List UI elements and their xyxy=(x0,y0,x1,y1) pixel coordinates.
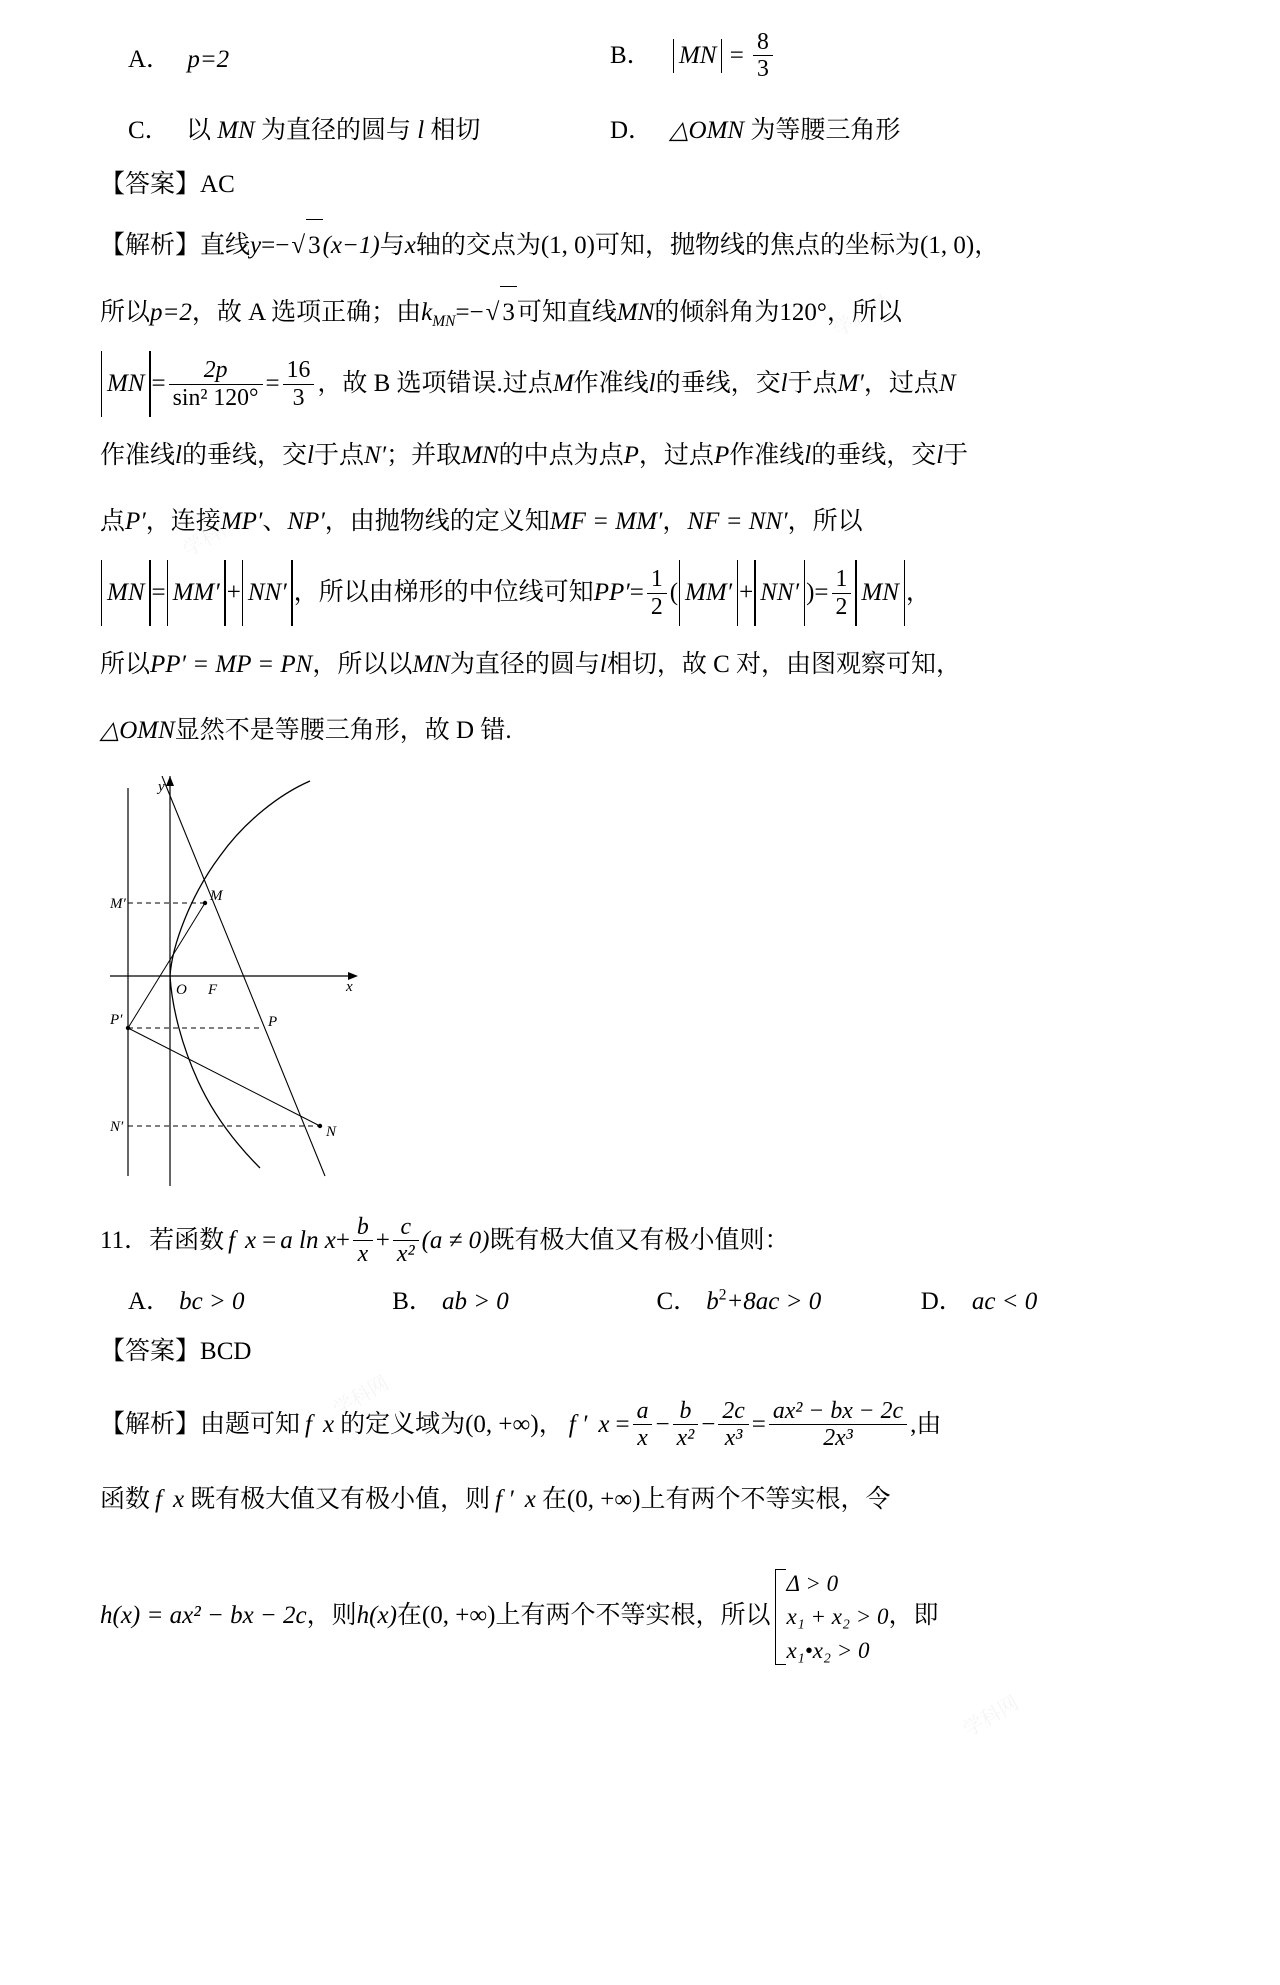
q10-a6-text1: ，所以由梯形的中位线可知 xyxy=(293,578,594,606)
q10-a2-eq: = xyxy=(455,299,470,327)
q11-option-d-text: ac < 0 xyxy=(971,1288,1038,1316)
parabola-figure-svg xyxy=(110,776,400,1196)
q10-a2-text4: 的倾斜角为 xyxy=(654,299,780,327)
q10-a3-den1: sin² 120° xyxy=(169,384,263,412)
q10-a4-text5: 的中点为点 xyxy=(498,441,624,469)
q10-a6-num2: 1 xyxy=(835,565,848,592)
q11-s1-frac3-num: 2c xyxy=(722,1397,745,1424)
q10-option-c-text1: 以 xyxy=(185,117,211,145)
q11-number: 11． xyxy=(100,1226,150,1254)
segment-MP-prime xyxy=(128,903,205,1028)
q10-a5-pprime: P′ xyxy=(125,508,146,536)
q10-a4-mn: MN xyxy=(461,441,499,469)
q11-s1-domain: (0, +∞) xyxy=(465,1410,539,1438)
q10-a1-y: y xyxy=(250,231,262,259)
q11-fraction-b-x xyxy=(353,1214,373,1268)
q10-a3-num1: 2p xyxy=(203,356,228,383)
q10-a5-mp: MP′ xyxy=(220,508,263,536)
q11-s2-fprime: f ′ xyxy=(495,1486,514,1514)
q11-stem-alnx: a ln x xyxy=(280,1226,336,1254)
q11-s2-f: f xyxy=(155,1486,162,1514)
q10-analysis-line-7 xyxy=(100,639,1185,692)
q10-analysis-line-3 xyxy=(100,354,1185,414)
q11-solution-line-3 xyxy=(100,1567,1185,1667)
point-P-prime-dot xyxy=(126,1026,130,1030)
q11-option-c-b: b xyxy=(706,1288,719,1316)
q10-option-b-label: B． xyxy=(610,41,652,69)
q11-option-b-text: ab > 0 xyxy=(441,1288,509,1316)
q10-a6-den2: 2 xyxy=(832,593,852,621)
q11-s1-frac1-num: a xyxy=(636,1397,649,1424)
q10-a3-eq: = xyxy=(151,369,166,397)
q11-s1-frac2 xyxy=(673,1398,699,1452)
q11-option-a-label: A． xyxy=(128,1288,172,1316)
q11-option-d[interactable] xyxy=(921,1281,1185,1317)
q11-s3-domain: (0, +∞) xyxy=(421,1601,496,1629)
q11-s1-x: x xyxy=(322,1410,335,1438)
q10-a4-p: P xyxy=(623,441,639,469)
q10-a6-plus: + xyxy=(226,578,241,606)
q10-a6-abs6: MN xyxy=(854,563,906,623)
q10-option-d-text: 为等腰三角形 xyxy=(750,117,901,145)
q10-a3-n: N xyxy=(938,369,956,397)
q10-option-b-numerator: 8 xyxy=(757,28,769,55)
q10-a6-abs5: NN′ xyxy=(753,563,806,623)
q10-analysis-line-5 xyxy=(100,496,1185,549)
q10-a1-text1: 直线 xyxy=(200,231,251,259)
q11-s1-frac1-den: x xyxy=(633,1424,653,1452)
q10-option-c-text2: 为直径的圆与 xyxy=(260,117,411,145)
q10-answer-value: AC xyxy=(200,171,235,199)
q11-option-a-text: bc > 0 xyxy=(179,1288,245,1316)
q11-s3-text1: ，则 xyxy=(306,1601,357,1629)
q10-analysis-label: 【解析】 xyxy=(100,231,201,259)
q11-s1-frac3-den: x³ xyxy=(718,1424,748,1452)
q10-a3-l2: l xyxy=(780,369,788,397)
q10-a6-eq3: = xyxy=(814,578,829,606)
q11-s1-x2: x xyxy=(598,1410,610,1438)
q11-s1-text1: 由题可知 xyxy=(200,1410,301,1438)
q10-a4-p2: P xyxy=(713,441,730,469)
q10-a1-text2: 与 xyxy=(379,231,405,259)
q11-option-b-label: B． xyxy=(392,1288,434,1316)
q10-a4-text6: ，过点 xyxy=(638,441,714,469)
q10-a5-nf: NF = NN′ xyxy=(687,508,788,536)
q10-a3-num2: 16 xyxy=(286,356,311,383)
q10-a7-mn: MN xyxy=(412,650,450,678)
q10-a7-text3: 为直径的圆与 xyxy=(449,650,600,678)
q10-option-d-label: D． xyxy=(610,117,654,145)
q10-a4-l4: l xyxy=(936,441,944,469)
q10-a3-abs: MN xyxy=(100,354,152,414)
q10-option-b[interactable] xyxy=(588,30,1185,84)
q10-option-d[interactable] xyxy=(588,110,1185,146)
q11-s2-x2: x xyxy=(524,1486,536,1514)
q10-a3-text3: 的垂线，交 xyxy=(655,369,781,397)
q10-a2-k: k xyxy=(421,299,433,327)
q11-answer-label: 【答案】 xyxy=(100,1338,201,1366)
q11-stem-f: f xyxy=(228,1226,236,1254)
q10-a5-comma: ， xyxy=(662,508,688,536)
q10-a6-plus2: + xyxy=(739,578,754,606)
q11-s1-minus1: − xyxy=(655,1410,670,1438)
q11-case-3: x₁•x₂ > 0 xyxy=(786,1637,870,1663)
q11-cases-brace xyxy=(771,1567,889,1667)
q11-s1-frac1 xyxy=(633,1398,653,1452)
q10-a4-l2: l xyxy=(306,441,314,469)
q11-stem-plus2: + xyxy=(375,1226,390,1254)
q11-s1-fprime: f ′ xyxy=(568,1410,588,1438)
q11-stem-text2: 既有极大值又有极小值则： xyxy=(489,1226,790,1254)
q10-analysis-line-4 xyxy=(100,430,1185,483)
q10-a7-eq: PP′ = MP = PN xyxy=(150,650,313,678)
label-P-prime: P′ xyxy=(110,1011,123,1028)
q11-option-d-label: D． xyxy=(920,1288,964,1316)
q10-a6-abs2: MM′ xyxy=(166,563,227,623)
parabola-figure xyxy=(100,776,1185,1201)
q10-a1-text3: 轴的交点为 xyxy=(415,231,541,259)
q11-s1-frac3 xyxy=(718,1398,748,1452)
q11-stem-condition: (a ≠ 0) xyxy=(421,1226,490,1254)
q10-analysis-line-6 xyxy=(100,563,1185,623)
q10-a2-text1: 所以 xyxy=(100,299,151,327)
q10-a2-radicand: 3 xyxy=(500,286,517,340)
q11-s1-frac4-den: 2x³ xyxy=(769,1424,907,1452)
q10-option-b-denominator: 3 xyxy=(753,55,773,83)
q11-s1-frac4-num: ax² − bx − 2c xyxy=(772,1397,904,1424)
q10-option-b-equals: = xyxy=(729,41,744,69)
q10-a3-fraction2 xyxy=(283,357,315,411)
q11-stem-eq: = xyxy=(262,1226,277,1254)
q10-a1-paren: (x−1) xyxy=(322,231,380,259)
q10-option-a-text: p=2 xyxy=(187,46,230,74)
q10-a3-text5: ，过点 xyxy=(863,369,939,397)
q11-s1-eq: = xyxy=(615,1410,630,1438)
q10-a6-eq2: = xyxy=(629,578,644,606)
q10-a5-np: NP′ xyxy=(287,508,325,536)
q11-option-c[interactable]: C． $b^2+8ac > 0$ xyxy=(656,1286,822,1316)
label-F: F xyxy=(208,981,218,998)
q11-option-a[interactable] xyxy=(128,1281,392,1317)
q10-option-c-text3: 相切 xyxy=(430,117,481,145)
segment-P-prime-N xyxy=(128,1028,320,1126)
q10-a2-sqrt: √ 3 xyxy=(484,286,517,340)
q10-options-cd xyxy=(100,110,1185,146)
q10-a6-text2: ， xyxy=(905,578,931,606)
q10-a5-text2: ，连接 xyxy=(145,508,221,536)
q11-stem-x: x xyxy=(245,1226,257,1254)
q10-a5-text3: ，由抛物线的定义知 xyxy=(324,508,550,536)
q11-answer-line xyxy=(100,1333,1185,1372)
q10-a8-text1: 显然不是等腰三角形，故 D 错. xyxy=(174,717,512,745)
q10-a4-l3: l xyxy=(804,441,812,469)
q10-option-b-fraction xyxy=(753,29,773,83)
q11-frac1-num: b xyxy=(356,1213,369,1240)
q10-a7-text2: ，所以以 xyxy=(312,650,413,678)
q10-a6-lparen: ( xyxy=(669,578,679,606)
q10-a3-text4: 于点 xyxy=(787,369,838,397)
q10-option-d-triangle: △OMN xyxy=(669,117,745,145)
q10-option-c-label: C． xyxy=(128,117,170,145)
q10-answer-label: 【答案】 xyxy=(100,171,201,199)
q10-a3-text2: 作准线 xyxy=(573,369,649,397)
q10-analysis-line-2 xyxy=(100,286,1185,340)
q11-options xyxy=(100,1281,1185,1317)
q10-a6-eq: = xyxy=(151,578,166,606)
q10-analysis-line-1 xyxy=(100,219,1185,273)
q10-a7-text1: 所以 xyxy=(100,650,151,678)
q11-s2-text4: 上有两个不等实根，令 xyxy=(640,1486,891,1514)
q10-a1-text5: ， xyxy=(974,231,1000,259)
q10-a1-point1: (1, 0) xyxy=(540,231,596,259)
label-M: M xyxy=(210,887,223,904)
q10-a3-text1: ，故 B 选项错误.过点 xyxy=(317,369,553,397)
q10-a2-degree: 120° xyxy=(779,299,827,327)
q10-a4-text3: 于点 xyxy=(313,441,364,469)
q10-a6-abs1: MN xyxy=(100,563,152,623)
q11-s1-f: f xyxy=(305,1410,312,1438)
label-P: P xyxy=(268,1013,278,1030)
q10-a2-minus: − xyxy=(469,299,484,327)
q10-a1-minus: − xyxy=(275,231,290,259)
q10-a3-l: l xyxy=(648,369,656,397)
q10-a1-radicand: 3 xyxy=(306,219,323,273)
q11-s3-h: h(x) = ax² − bx − 2c xyxy=(100,1601,307,1629)
q10-a4-text2: 的垂线，交 xyxy=(181,441,307,469)
q11-s1-text2: 的定义域为 xyxy=(340,1410,466,1438)
label-x-axis: x xyxy=(346,978,353,995)
q10-a7-text4: 相切，故 C 对，由图观察可知， xyxy=(606,650,962,678)
q11-s1-comma: ， xyxy=(538,1410,564,1438)
q10-a6-den: 2 xyxy=(647,593,667,621)
q10-a4-text4: ；并取 xyxy=(386,441,462,469)
q11-s1-frac2-num: b xyxy=(679,1397,692,1424)
q11-s1-frac2-den: x² xyxy=(673,1424,699,1452)
q10-a1-text4: 可知，抛物线的焦点的坐标为 xyxy=(595,231,921,259)
q11-s1-minus2: − xyxy=(701,1410,716,1438)
label-y-axis: y xyxy=(158,778,165,795)
q11-s1-frac4 xyxy=(769,1398,907,1452)
q10-option-c[interactable] xyxy=(100,110,588,146)
q10-option-a-label: A． xyxy=(128,46,172,74)
q11-s3-text3: 上有两个不等实根，所以 xyxy=(495,1601,771,1629)
q11-stem-plus1: + xyxy=(335,1226,350,1254)
q10-a6-num: 1 xyxy=(650,565,663,592)
q10-option-b-abs: MN xyxy=(672,42,724,70)
q10-a6-abs4: MM′ xyxy=(678,563,739,623)
q11-case-1: Δ > 0 xyxy=(786,1570,839,1596)
q10-a1-point2: (1, 0) xyxy=(920,231,975,259)
q11-s3-text2: 在 xyxy=(396,1601,422,1629)
q10-a6-fraction2 xyxy=(832,566,852,620)
q11-s2-text1: 函数 xyxy=(100,1486,151,1514)
q10-options-ab xyxy=(100,30,1185,84)
q10-a6-fraction1 xyxy=(647,566,667,620)
label-N-prime: N′ xyxy=(110,1118,124,1135)
q10-a6-abs3: NN′ xyxy=(241,563,294,623)
q11-s3-text4: ，即 xyxy=(888,1601,939,1629)
q11-s2-text2: 既有极大值又有极小值，则 xyxy=(190,1486,491,1514)
q11-s2-text3: 在 xyxy=(541,1486,567,1514)
label-O: O xyxy=(176,981,187,998)
q10-a3-den2: 3 xyxy=(283,384,315,412)
q10-a4-text9: 于 xyxy=(943,441,969,469)
q10-a3-mprime: M′ xyxy=(837,369,864,397)
q11-stem xyxy=(100,1215,1185,1269)
q10-a2-text5: ，所以 xyxy=(826,299,902,327)
q10-a6-pp: PP′ xyxy=(593,578,630,606)
q10-analysis-line-8 xyxy=(100,705,1185,758)
q11-frac2-num: c xyxy=(400,1213,412,1240)
q11-analysis-label: 【解析】 xyxy=(100,1410,201,1438)
y-axis-arrow xyxy=(166,776,174,786)
q11-s2-x: x xyxy=(172,1486,185,1514)
q10-a3-eq2: = xyxy=(265,369,280,397)
q10-a2-mn: MN xyxy=(616,299,655,327)
q10-option-c-mn: MN xyxy=(217,117,255,145)
q10-a4-text1: 作准线 xyxy=(100,441,176,469)
q10-a4-text7: 作准线 xyxy=(729,441,805,469)
q10-a2-text2: ，故 A 选项正确；由 xyxy=(191,299,422,327)
q10-answer-line xyxy=(100,166,1185,205)
q11-s2-domain: (0, +∞) xyxy=(566,1486,641,1514)
q10-option-a[interactable] xyxy=(100,39,588,75)
q11-s1-eq2: = xyxy=(751,1410,766,1438)
label-M-prime: M′ xyxy=(110,895,126,912)
q10-a4-text8: 的垂线，交 xyxy=(811,441,937,469)
q11-option-b[interactable] xyxy=(392,1281,656,1317)
q10-a3-fraction1 xyxy=(169,357,263,411)
q11-case-2: x₁ + x₂ > 0 xyxy=(786,1604,889,1630)
q10-a4-l: l xyxy=(175,441,182,469)
q10-a5-mf: MF = MM′ xyxy=(549,508,663,536)
q10-a2-p: p=2 xyxy=(150,299,192,327)
q10-option-c-l: l xyxy=(417,117,425,145)
watermark xyxy=(957,1687,1023,1742)
q11-frac2-den: x² xyxy=(393,1240,419,1268)
q11-stem-text1: 若函数 xyxy=(149,1226,225,1254)
q10-a6-rparen: ) xyxy=(806,578,815,606)
parabola-upper xyxy=(170,781,310,976)
q10-a3-m: M xyxy=(552,369,574,397)
q10-a5-text1: 点 xyxy=(100,508,126,536)
q10-a2-ksub: MN xyxy=(432,313,456,331)
q11-solution-line-2 xyxy=(100,1474,1185,1527)
q10-a1-sqrt: √ 3 xyxy=(289,219,322,273)
label-N: N xyxy=(326,1123,337,1140)
q10-a7-l: l xyxy=(599,650,607,678)
point-M-dot xyxy=(203,901,207,905)
q10-a1-x: x xyxy=(404,231,416,259)
q10-a2-text3: 可知直线 xyxy=(516,299,617,327)
q11-s1-text3: ,由 xyxy=(910,1410,942,1438)
point-N-dot xyxy=(318,1124,322,1128)
q11-option-c-label: C． xyxy=(656,1288,699,1316)
q10-a4-nprime: N′ xyxy=(363,441,387,469)
q11-frac1-den: x xyxy=(353,1240,373,1268)
q10-a5-dot: 、 xyxy=(262,508,288,536)
q10-a1-eq: = xyxy=(261,231,276,259)
q11-option-c-rest: +8ac > 0 xyxy=(726,1288,822,1316)
q10-a5-text4: ，所以 xyxy=(787,508,863,536)
q11-solution-line-1 xyxy=(100,1394,1185,1457)
q11-s3-h2: h(x) xyxy=(356,1601,397,1629)
q10-a8-triangle: △OMN xyxy=(100,717,175,745)
q11-answer-value: BCD xyxy=(200,1338,252,1366)
q11-fraction-c-x2 xyxy=(393,1214,419,1268)
